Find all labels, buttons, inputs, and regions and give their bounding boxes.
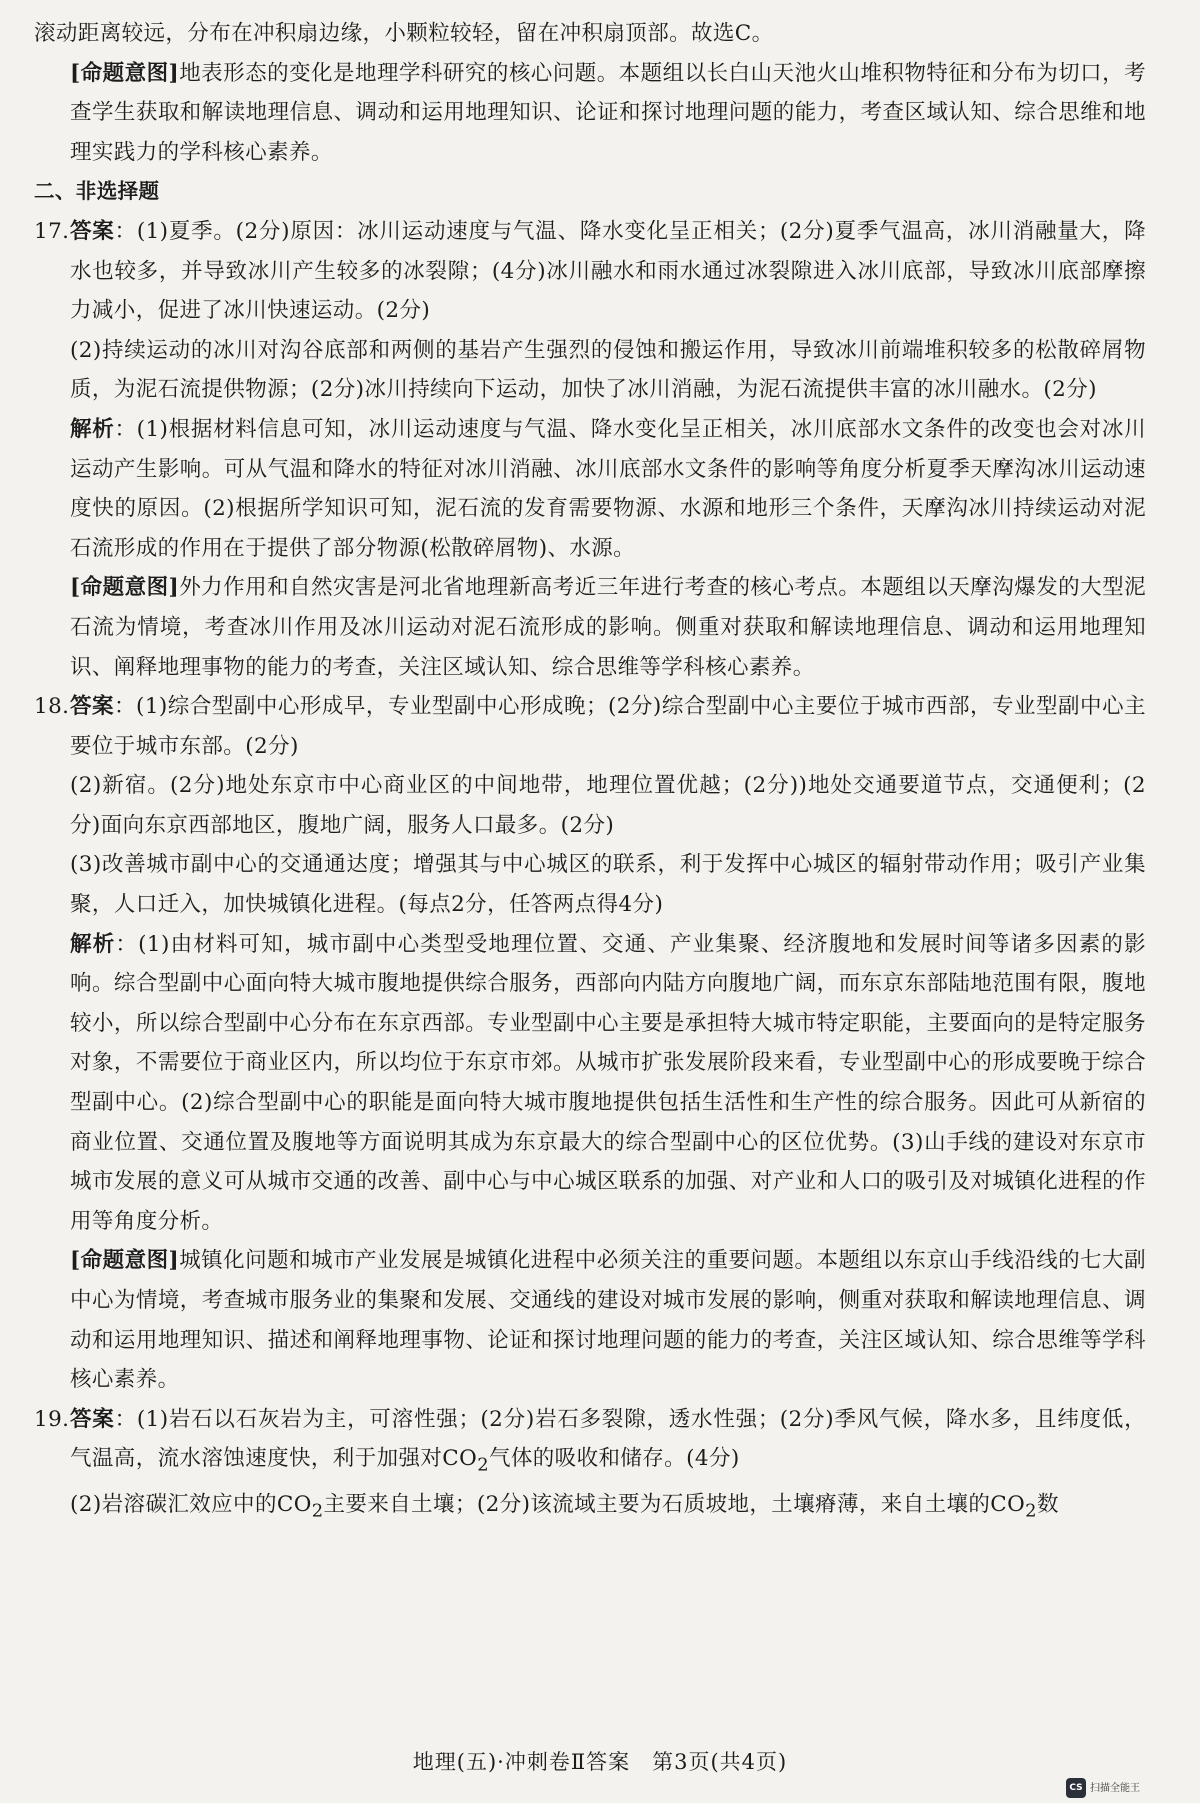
q17-intent — [34, 568, 1146, 687]
question-number: 17. — [34, 218, 70, 244]
camscanner-logo-icon: CS — [1066, 1778, 1086, 1798]
q19-answer-1 — [34, 1400, 1146, 1485]
q18-analysis — [34, 925, 1146, 1242]
answer-tag: 答案 — [70, 1406, 115, 1432]
answer-text: ：(1)综合型副中心形成早，专业型副中心形成晚；(2分)综合型副中心主要位于城市西部，专业型副中心主要位于城市东部。(2分) — [70, 694, 1146, 759]
q18-answer-3: (3)改善城市副中心的交通通达度；增强其与中心城区的联系，利于发挥中心城区的辐射带动作用；吸引产业集聚，人口迁入，加快城镇化进程。(每点2分，任答两点得4分) — [70, 852, 1146, 918]
answer-text: ：(1)夏季。(2分)原因：冰川运动速度与气温、降水变化呈正相关；(2分)夏季气温高，冰川消融量大，降水也较多，并导致冰川产生较多的冰裂隙；(4分)冰川融水和雨水通过冰裂隙进入冰川底部，导致冰川底部摩擦力减小，促进了冰川快速运动。(2分) — [70, 218, 1146, 324]
question-17 — [34, 212, 1146, 687]
question-19 — [34, 1400, 1146, 1531]
q17-answer-1 — [34, 212, 1146, 331]
answer-text: 数 — [1036, 1492, 1059, 1518]
page-footer: 地理(五)·冲刺卷Ⅱ答案 第3页(共4页) — [412, 1750, 788, 1774]
subscript: 2 — [1025, 1500, 1037, 1522]
question-18 — [34, 687, 1146, 1400]
text-q16-end: 滚动距离较远，分布在冲积扇边缘，小颗粒较轻，留在冲积扇顶部。故选C。 — [34, 21, 774, 46]
q19-answer-2 — [34, 1485, 1146, 1531]
q17-analysis — [34, 410, 1146, 568]
answer-text: (2)岩溶碳汇效应中的CO — [70, 1492, 312, 1518]
answer-page — [34, 14, 1146, 1531]
analysis-tag: 解析 — [70, 931, 116, 957]
intent-text: 城镇化问题和城市产业发展是城镇化进程中必须关注的重要问题。本题组以东京山手线沿线的七大副中心为情境，考查城市服务业的集聚和发展、交通线的建设对城市发展的影响，侧重对获取和解读地理信息、调动和运用地理知识、描述和阐释地理事物、论证和探讨地理问题的能力的考查，关注区域认知、综合思维等学科核心素养。 — [70, 1248, 1146, 1393]
paragraph-q16-intent — [34, 54, 1146, 173]
q18-answer-1 — [34, 687, 1146, 766]
section-title: 二、非选择题 — [34, 179, 160, 204]
paragraph-q16-end — [34, 14, 1146, 54]
analysis-text: ：(1)由材料可知，城市副中心类型受地理位置、交通、产业集聚、经济腹地和发展时间等诸多因素的影响。综合型副中心面向特大城市腹地提供综合服务，西部向内陆方向腹地广阔，而东京东部陆地范围有限，腹地较小，所以综合型副中心分布在东京西部。专业型副中心主要是承担特大城市特定职能，主要面向的是特定服务对象，不需要位于商业区内，所以均位于东京市郊。从城市扩张发展阶段来看，专业型副中心的形成要晚于综合型副中心。(2)综合型副中心的职能是面向特大城市腹地提供包括生活性和生产性的综合服务。因此可从新宿的商业位置、交通位置及腹地等方面说明其成为东京最大的综合型副中心的区位优势。(3)山手线的建设对东京市城市发展的意义可从城市交通的改善、副中心与中心城区联系的加强、对产业和人口的吸引及对城镇化进程的作用等角度分析。 — [70, 931, 1146, 1234]
answer-text: 气体的吸收和储存。(4分) — [488, 1446, 740, 1472]
intent-text: 外力作用和自然灾害是河北省地理新高考近三年进行考查的核心考点。本题组以天摩沟爆发的大型泥石流为情境，考查冰川作用及冰川运动对泥石流形成的影响。侧重对获取和解读地理信息、调动和运用地理知识、阐释地理事物的能力的考查，关注区域认知、综合思维等学科核心素养。 — [70, 575, 1146, 680]
q18-intent — [34, 1241, 1146, 1399]
analysis-text: ：(1)根据材料信息可知，冰川运动速度与气温、降水变化呈正相关，冰川底部水文条件的改变也会对冰川运动产生影响。可从气温和降水的特征对冰川消融、冰川底部水文条件的影响等角度分析夏季天摩沟冰川运动速度快的原因。(2)根据所学知识可知，泥石流的发育需要物源、水源和地形三个条件，天摩沟冰川持续运动对泥石流形成的作用在于提供了部分物源(松散碎屑物)、水源。 — [70, 416, 1146, 561]
answer-tag: 答案 — [70, 694, 115, 720]
scanner-watermark — [1066, 1776, 1194, 1800]
intent-tag: [命题意图] — [70, 1248, 180, 1274]
subscript: 2 — [477, 1454, 489, 1476]
intent-tag: [命题意图] — [70, 575, 180, 601]
question-number: 19. — [34, 1406, 70, 1432]
analysis-tag: 解析 — [70, 416, 115, 442]
subscript: 2 — [311, 1500, 324, 1522]
answer-tag: 答案 — [70, 218, 115, 244]
answer-text: 主要来自土壤；(2分)该流域主要为石质坡地，土壤瘠薄，来自土壤的CO — [323, 1492, 1026, 1518]
q18-answer-2: (2)新宿。(2分)地处东京市中心商业区的中间地带，地理位置优越；(2分))地处交通要道节点，交通便利；(2分)面向东京西部地区，腹地广阔，服务人口最多。(2分) — [70, 773, 1146, 838]
question-number: 18. — [34, 694, 70, 720]
intent-text: 地表形态的变化是地理学科研究的核心问题。本题组以长白山天池火山堆积物特征和分布为切口，考查学生获取和解读地理信息、调动和运用地理知识、论证和探讨地理问题的能力，考查区域认知、综合思维和地理实践力的学科核心素养。 — [70, 60, 1146, 165]
answer-text: ：(1)岩石以石灰岩为主，可溶性强；(2分)岩石多裂隙，透水性强；(2分)季风气候，降水多，且纬度低，气温高，流水溶蚀速度快，利于加强对CO — [70, 1406, 1146, 1472]
scanner-app-name: 扫描全能王 — [1090, 1782, 1140, 1794]
intent-tag: [命题意图] — [70, 60, 180, 86]
q17-answer-2: (2)持续运动的冰川对沟谷底部和两侧的基岩产生强烈的侵蚀和搬运作用，导致冰川前端堆积较多的松散碎屑物质，为泥石流提供物源；(2分)冰川持续向下运动，加快了冰川消融，为泥石流提供丰富的冰川融水。(2分) — [70, 337, 1146, 403]
